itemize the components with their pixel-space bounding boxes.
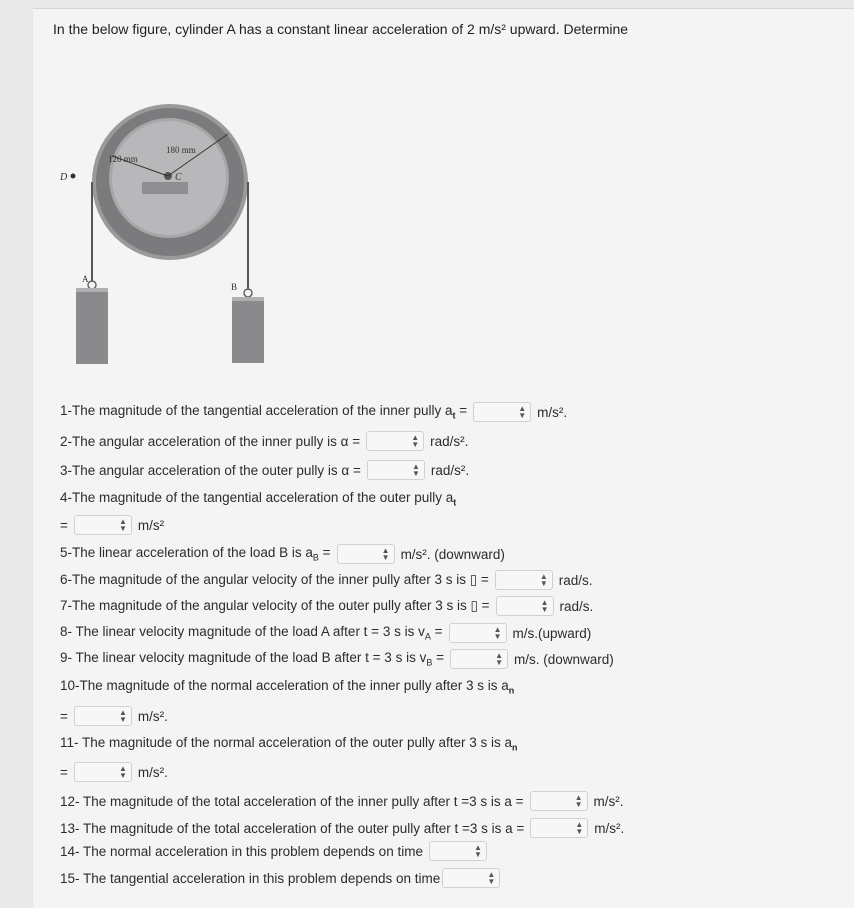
question-8: 8- The linear velocity magnitude of the load A after t = 3 s is $v_A$ = ▲ ▼ m/s.(upward): [60, 624, 592, 642]
spinner-icon: ▲ ▼: [487, 870, 496, 886]
answer-select-12[interactable]: [530, 791, 588, 811]
spinner-icon: ▲ ▼: [493, 625, 502, 641]
spinner-icon: ▲ ▼: [474, 843, 482, 859]
label-d: D: [60, 172, 68, 183]
answer-select-4[interactable]: [74, 515, 132, 535]
question-3: 3-The angular acceleration of the outer pully is α = ▲ ▼ rad/s².: [60, 462, 470, 478]
point-d: [71, 174, 76, 179]
label-b: B: [231, 282, 238, 292]
spinner-icon: ▲ ▼: [411, 462, 420, 478]
question-4-answer-row: = ▲ ▼ m/s²: [60, 517, 165, 533]
spinner-icon: ▲ ▼: [540, 598, 549, 614]
question-11: 11- The magnitude of the normal acceleration of the outer pully after 3 s is $a_n$: [60, 735, 518, 753]
spinner-icon: ▲ ▼: [118, 517, 127, 533]
question-15: 15- The tangential acceleration in this problem depends on time ▲ ▼: [60, 868, 504, 888]
load-a: [76, 288, 108, 364]
spinner-icon: ▲ ▼: [539, 572, 548, 588]
spinner-icon: ▲ ▼: [575, 820, 584, 836]
spinner-icon: ▲ ▼: [118, 764, 127, 780]
question-12: 12- The magnitude of the total acceleration of the inner pully after t =3 s is a = ▲ ▼ m/s².: [60, 793, 624, 809]
question-1: 1-The magnitude of the tangential acceleration of the inner pully $a_t$ = ▲ ▼ m/s².: [60, 403, 568, 421]
answer-select-8[interactable]: [449, 623, 507, 643]
spinner-icon: ▲ ▼: [118, 708, 127, 724]
question-2: 2-The angular acceleration of the inner pully is α = ▲ ▼ rad/s².: [60, 433, 469, 449]
spinner-icon: ▲ ▼: [495, 651, 503, 667]
pulley-figure: [60, 104, 310, 369]
question-11-answer-row: = ▲ ▼ m/s².: [60, 764, 168, 780]
answer-select-2[interactable]: [366, 431, 424, 451]
question-6: 6-The magnitude of the angular velocity of the inner pully after 3 s is ▯ = ▲ ▼ rad/s.: [60, 572, 593, 588]
answer-select-1[interactable]: [473, 402, 531, 422]
label-a: A: [82, 274, 89, 284]
question-9: 9- The linear velocity magnitude of the load B after t = 3 s is $v_B$ = ▲ ▼ m/s. (downward): [60, 650, 614, 668]
answer-select-7[interactable]: [496, 596, 554, 616]
label-inner-radius: 120 mm: [108, 154, 138, 164]
spinner-icon: ▲ ▼: [518, 404, 527, 420]
answer-select-14[interactable]: [429, 841, 487, 861]
answer-select-13[interactable]: [530, 818, 588, 838]
question-10: 10-The magnitude of the normal acceleration of the inner pully after 3 s is $a_n$: [60, 678, 515, 696]
question-page: [33, 8, 854, 908]
answer-select-10[interactable]: [74, 706, 132, 726]
question-14: 14- The normal acceleration in this problem depends on time ▲ ▼: [60, 841, 491, 861]
answer-select-15[interactable]: [442, 868, 500, 888]
question-4: 4-The magnitude of the tangential acceleration of the outer pully $a_t$: [60, 490, 457, 508]
label-outer-radius: 180 mm: [166, 145, 196, 155]
problem-statement: In the below figure, cylinder A has a constant linear acceleration of 2 m/s² upward. Determine: [53, 21, 629, 37]
answer-select-6[interactable]: [495, 570, 553, 590]
load-b: [232, 297, 264, 363]
spinner-icon: ▲ ▼: [411, 433, 420, 449]
question-7: 7-The magnitude of the angular velocity of the outer pully after 3 s is ▯ = ▲ ▼ rad/s.: [60, 598, 594, 614]
question-10-answer-row: = ▲ ▼ m/s².: [60, 708, 168, 724]
spinner-icon: ▲ ▼: [574, 793, 583, 809]
question-5: 5-The linear acceleration of the load B is $a_B$ = ▲ ▼ m/s². (downward): [60, 545, 505, 563]
spinner-icon: ▲ ▼: [381, 546, 390, 562]
answer-select-9[interactable]: [450, 649, 508, 669]
answer-select-11[interactable]: [74, 762, 132, 782]
label-c: C: [175, 172, 182, 183]
answer-select-5[interactable]: [337, 544, 395, 564]
answer-select-3[interactable]: [367, 460, 425, 480]
question-13: 13- The magnitude of the total acceleration of the outer pully after t =3 s is a = ▲ ▼ m/s².: [60, 820, 625, 836]
